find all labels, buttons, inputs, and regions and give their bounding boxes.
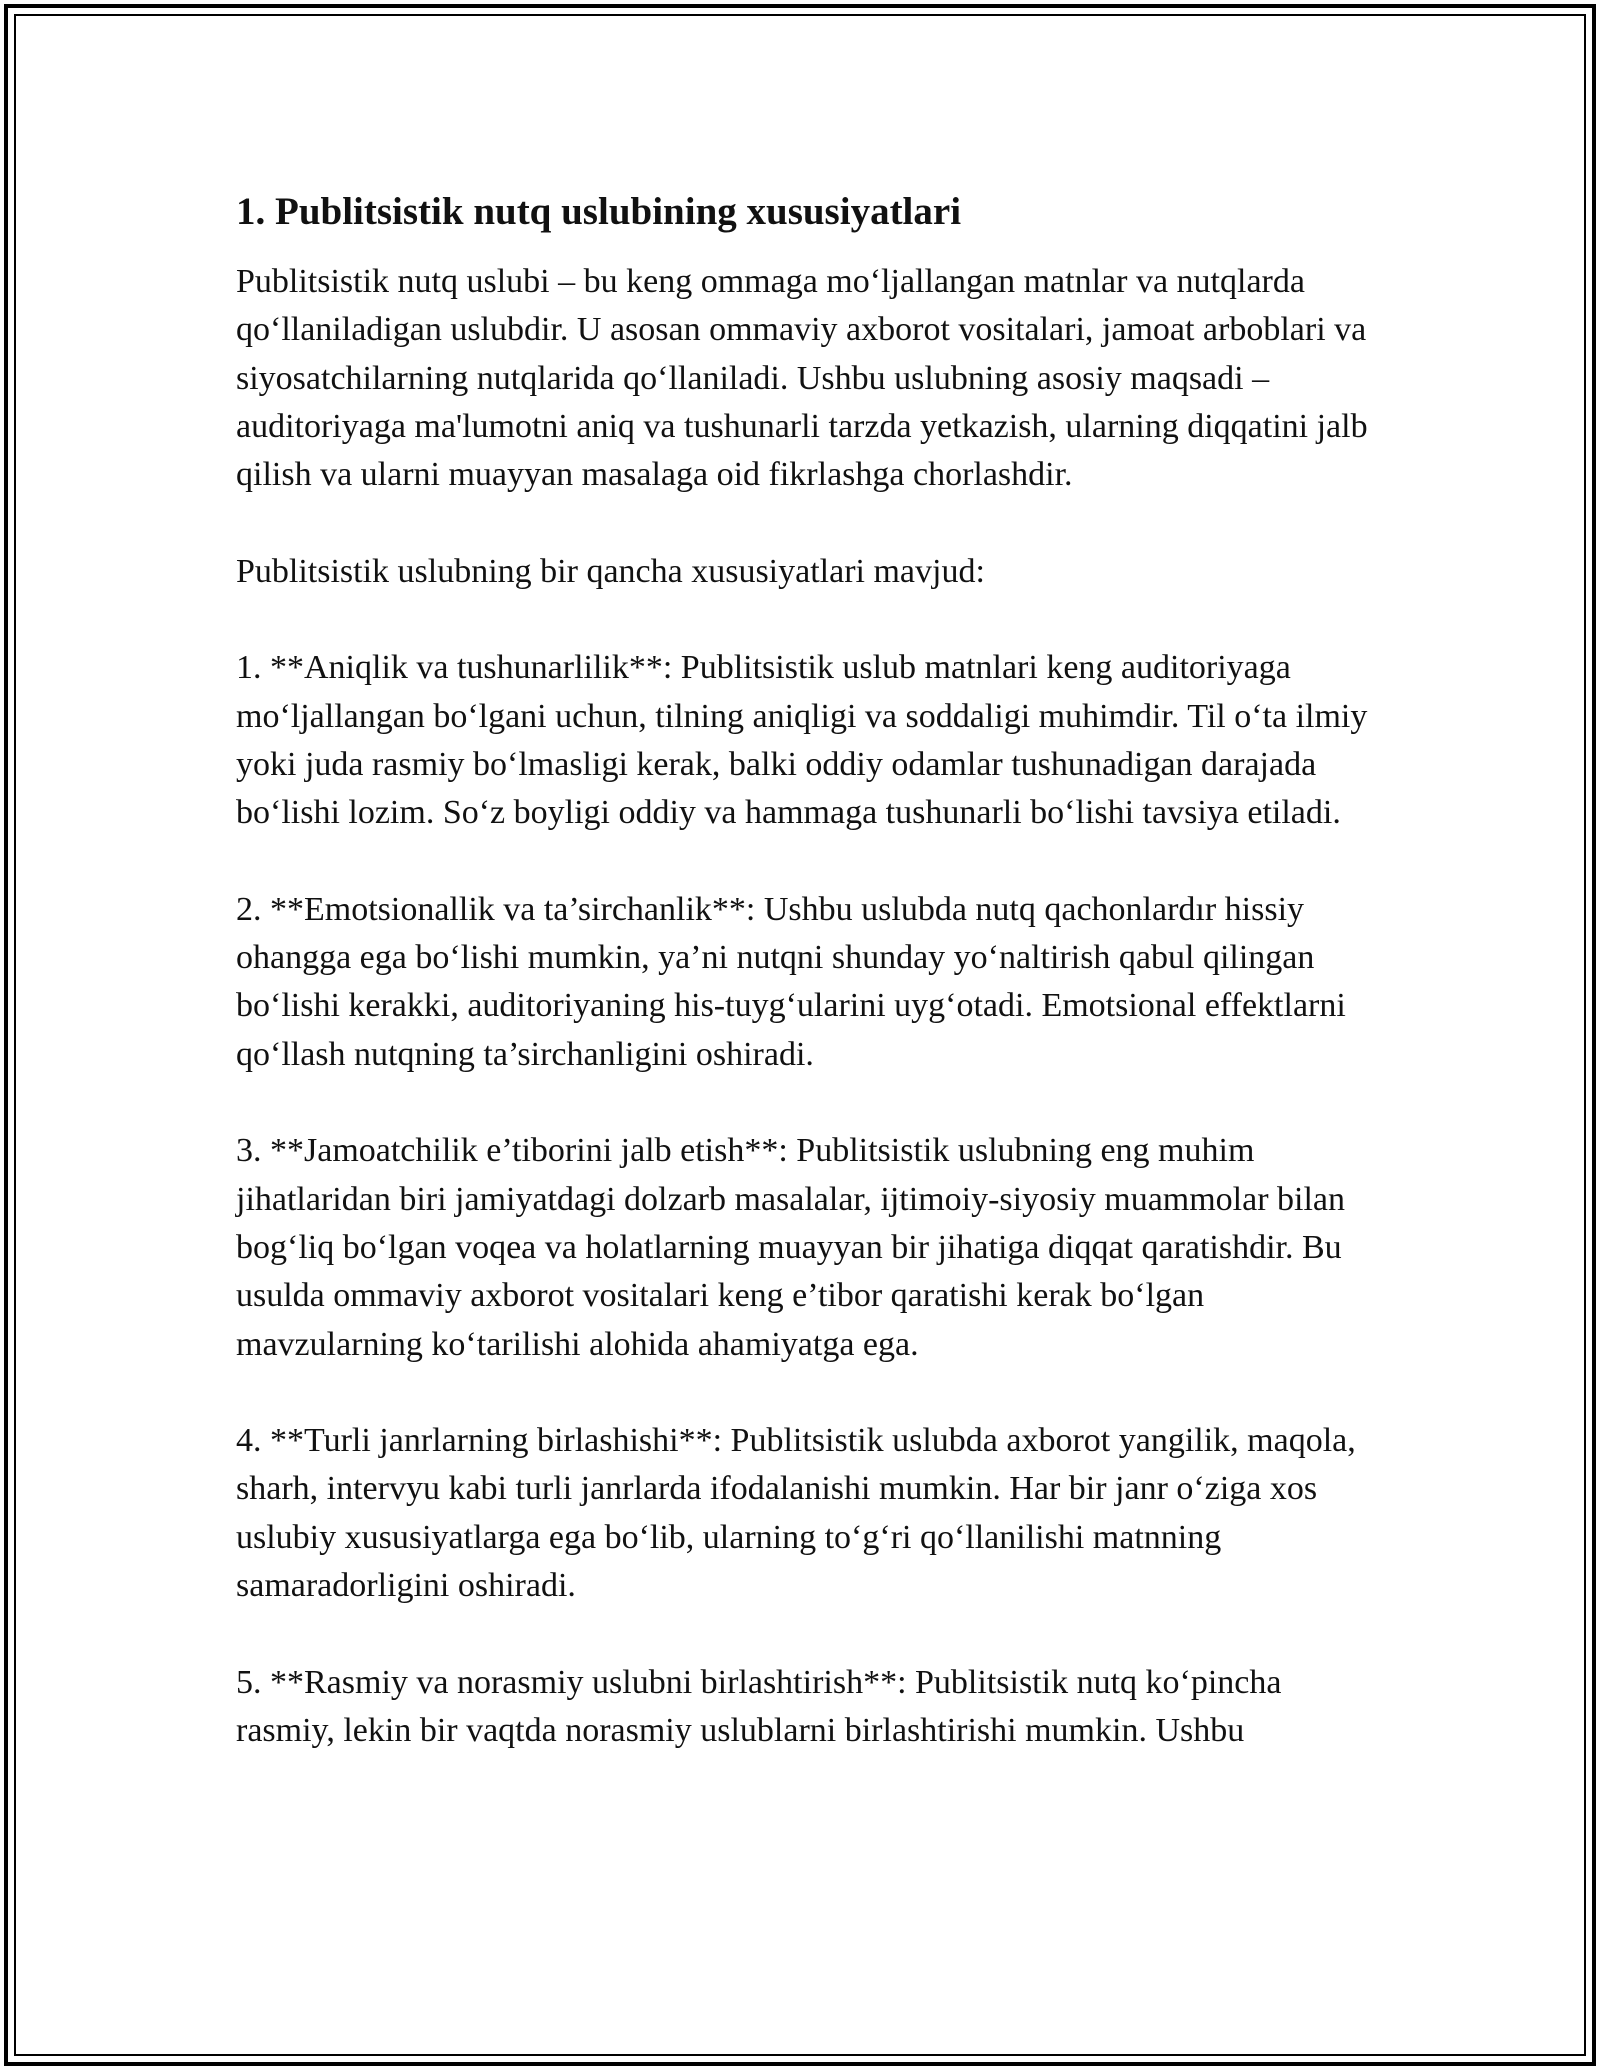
intro-paragraph: Publitsistik nutq uslubi – bu keng ommaga mo‘ljallangan matnlar va nutqlarda qo‘llaniladigan uslubdir. U asosan ommaviy axborot vositalari, jamoat arboblari va siyosatchilarning nutqlarida qo‘llaniladi. Ushbu uslubning asosiy maqsadi – auditoriyaga ma'lumotni aniq va tushunarli tarzda yetkazish, ularning diqqatini jalb qilish va ularni muayyan masalaga oid fikrlashga chorlashdir. bbox=[236, 263, 1368, 494]
feature-paragraph-emotionality: 2. **Emotsionallik va ta’sirchanlik**: Ushbu uslubda nutq qachonlardır hissiy ohangga ega bo‘lishi mumkin, ya’ni nutqni shunday yo‘naltirish qabul qilingan bo‘lishi kerakki, auditoriyaning his-tuyg‘ularini uyg‘otadi. Emotsional effektlarni qo‘llash nutqning ta’sirchanligini oshiradi. bbox=[236, 890, 1346, 1073]
feature-paragraph-public-attention: 3. **Jamoatchilik e’tiborini jalb etish**: Publitsistik uslubning eng muhim jihatlaridan biri jamiyatdagi dolzarb masalalar, ijtimoiy-siyosiy muammolar bilan bog‘liq bo‘lgan voqea va holatlarning muayyan bir jihatiga diqqat qaratishdir. Bu usulda ommaviy axborot vositalari keng e’tibor qaratishi kerak bo‘lgan mavzularning ko‘tarilishi alohida ahamiyatga ega. bbox=[236, 1132, 1346, 1363]
feature-paragraph-formal-informal: 5. **Rasmiy va norasmiy uslubni birlashtirish**: Publitsistik nutq ko‘pincha rasmiy, lekin bir vaqtda norasmiy uslublarni birlashtirishi mumkin. Ushbu bbox=[236, 1663, 1282, 1749]
feature-paragraph-genres: 4. **Turli janrlarning birlashishi**: Publitsistik uslubda axborot yangilik, maqola, sharh, intervyu kabi turli janrlarda ifodalanishi mumkin. Har bir janr o‘ziga xos uslubiy xususiyatlarga ega bo‘lib, ularning to‘g‘ri qo‘llanilishi matnning samaradorligini oshiradi. bbox=[236, 1422, 1356, 1605]
feature-paragraph-clarity: 1. **Aniqlik va tushunarlilik**: Publitsistik uslub matnlari keng auditoriyaga mo‘ljallangan bo‘lgani uchun, tilning aniqligi va soddaligi muhimdir. Til o‘ta ilmiy yoki juda rasmiy bo‘lmasligi kerak, balki oddiy odamlar tushunadigan darajada bo‘lishi lozim. So‘z boyligi oddiy va hammaga tushunarli bo‘lishi tavsiya etiladi. bbox=[236, 649, 1368, 832]
section-heading: 1. Publitsistik nutq uslubining xususiyatlari bbox=[236, 190, 962, 233]
document-body bbox=[236, 188, 1386, 1804]
features-intro-paragraph: Publitsistik uslubning bir qancha xususiyatlari mavjud: bbox=[236, 552, 985, 590]
